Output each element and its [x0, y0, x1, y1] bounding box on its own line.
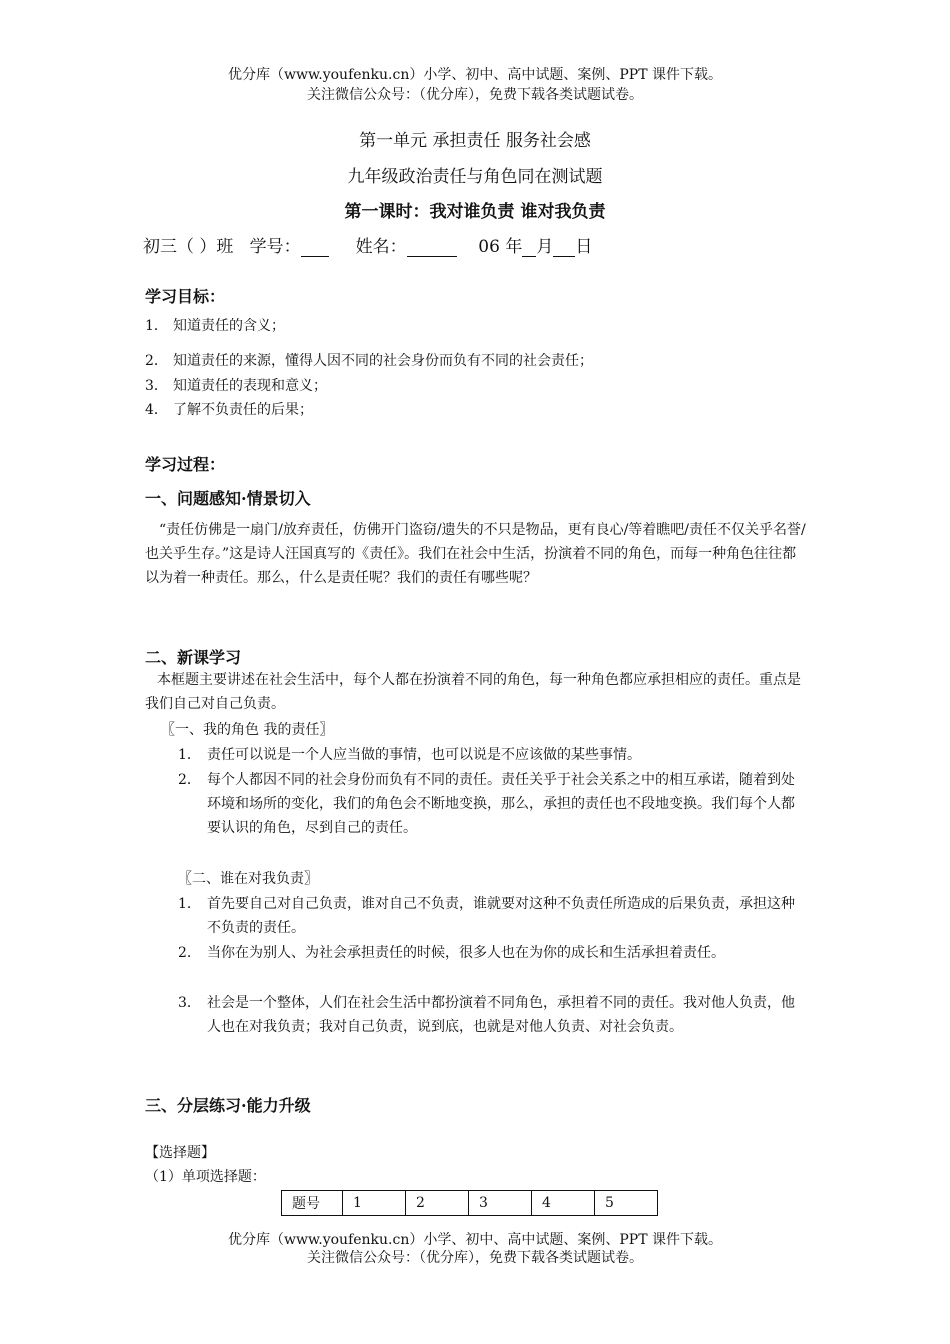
list-item-text: 责任可以说是一个人应当做的事情，也可以说是不应该做的某些事情。 [207, 747, 641, 763]
section1-heading: 一、问题感知·情景切入 [145, 489, 311, 508]
answer-table [281, 1190, 658, 1216]
list-item-number: 1． [178, 747, 201, 763]
list-item [178, 768, 808, 840]
name-label: 姓名： [355, 237, 407, 257]
list-item [178, 941, 808, 989]
list-item-text: 每个人都因不同的社会身份而负有不同的责任。责任关乎于社会关系之中的相互承诺，随着到处环境和场所的变化，我们的角色会不断地变换，那么，承担的责任也不段地变换。我们每个人都要认识的角色，尽到自己的责任。 [207, 772, 795, 836]
list-item-text: 社会是一个整体，人们在社会生活中都扮演着不同角色，承担着不同的责任。我对他人负责，他人也在对我负责；我对自己负责，说到底，也就是对他人负责、对社会负责。 [207, 995, 795, 1035]
section3-heading: 三、分层练习·能力升级 [145, 1096, 311, 1115]
process-heading: 学习过程： [145, 455, 226, 474]
number-blank[interactable] [301, 239, 329, 257]
day-label: 日 [575, 237, 593, 257]
test-title: 九年级政治责任与角色同在测试题 [347, 167, 603, 187]
number-label: 学号： [249, 237, 301, 257]
part1-title: 〖一、我的角色 我的责任〗 [161, 722, 334, 738]
list-item-number: 3． [145, 378, 168, 394]
list-item [145, 349, 765, 373]
list-item-text: 了解不负责任的后果； [173, 402, 313, 418]
month-blank[interactable] [522, 239, 536, 257]
list-item-text: 知道责任的来源，懂得人因不同的社会身份而负有不同的社会责任； [173, 353, 593, 369]
list-item-number: 1． [145, 318, 168, 334]
section2-intro: 本框题主要讲述在社会生活中，每个人都在扮演着不同的角色，每一种角色都应承担相应的责任。重点是我们自己对自己负责。 [145, 672, 801, 712]
day-blank[interactable] [553, 239, 575, 257]
student-info-line [143, 232, 592, 257]
list-item-number: 3． [178, 995, 201, 1011]
list-item-number: 2． [178, 945, 201, 961]
list-item [145, 314, 765, 338]
single-choice-label: （1）单项选择题： [145, 1169, 266, 1185]
month-label: 月 [536, 237, 554, 257]
list-item-number: 4． [145, 402, 168, 418]
name-blank[interactable] [407, 239, 457, 257]
header-line-2: 关注微信公众号：（优分库），免费下载各类试题试卷。 [307, 87, 643, 103]
answer-cell[interactable]: 2 [406, 1191, 469, 1216]
list-item-text: 知道责任的含义； [173, 318, 285, 334]
answer-cell[interactable]: 3 [469, 1191, 532, 1216]
header-line-1: 优分库（www.youfenku.cn）小学、初中、高中试题、案例、PPT 课件下载。 [227, 67, 722, 83]
list-item-number: 2． [178, 772, 201, 788]
lesson-title: 第一课时：我对谁负责 谁对我负责 [344, 202, 606, 222]
table-header-cell: 题号 [282, 1191, 343, 1216]
answer-cell[interactable]: 1 [343, 1191, 406, 1216]
list-item [178, 991, 808, 1063]
list-item-text: 当你在为别人、为社会承担责任的时候，很多人也在为你的成长和生活承担着责任。 [207, 945, 725, 961]
part2-title: 〖二、谁在对我负责〗 [178, 871, 318, 887]
class-label: 初三（ ）班 [143, 237, 234, 257]
answer-cell[interactable]: 4 [532, 1191, 595, 1216]
objectives-heading: 学习目标： [145, 287, 226, 306]
list-item [178, 892, 808, 940]
list-item [145, 398, 765, 422]
unit-title: 第一单元 承担责任 服务社会感 [359, 131, 591, 151]
section2-heading: 二、新课学习 [145, 648, 242, 667]
choice-label: 【选择题】 [145, 1145, 215, 1161]
section1-paragraph: “责任仿佛是一扇门/放弃责任，仿佛开门盗窃/遗失的不只是物品，更有良心/等着瞧吧/责任不仅关乎名誉/也关乎生存。”这是诗人汪国真写的《责任》。我们在社会中生活，扮演着不同的角色，而每一种角色往往都以为着一种责任。那么，什么是责任呢？我们的责任有哪些呢？ [145, 522, 806, 586]
footer-line-2: 关注微信公众号：（优分库），免费下载各类试题试卷。 [307, 1250, 643, 1266]
year-label: 06 年 [478, 237, 523, 257]
list-item-text: 首先要自己对自己负责，谁对自己不负责，谁就要对这种不负责任所造成的后果负责，承担这种不负责的责任。 [207, 896, 795, 936]
list-item-number: 1． [178, 896, 201, 912]
footer-line-1: 优分库（www.youfenku.cn）小学、初中、高中试题、案例、PPT 课件下载。 [227, 1232, 722, 1248]
list-item-number: 2． [145, 353, 168, 369]
list-item-text: 知道责任的表现和意义； [173, 378, 327, 394]
table-row [282, 1191, 658, 1216]
list-item [145, 374, 765, 398]
list-item [178, 743, 808, 767]
answer-cell[interactable]: 5 [595, 1191, 658, 1216]
